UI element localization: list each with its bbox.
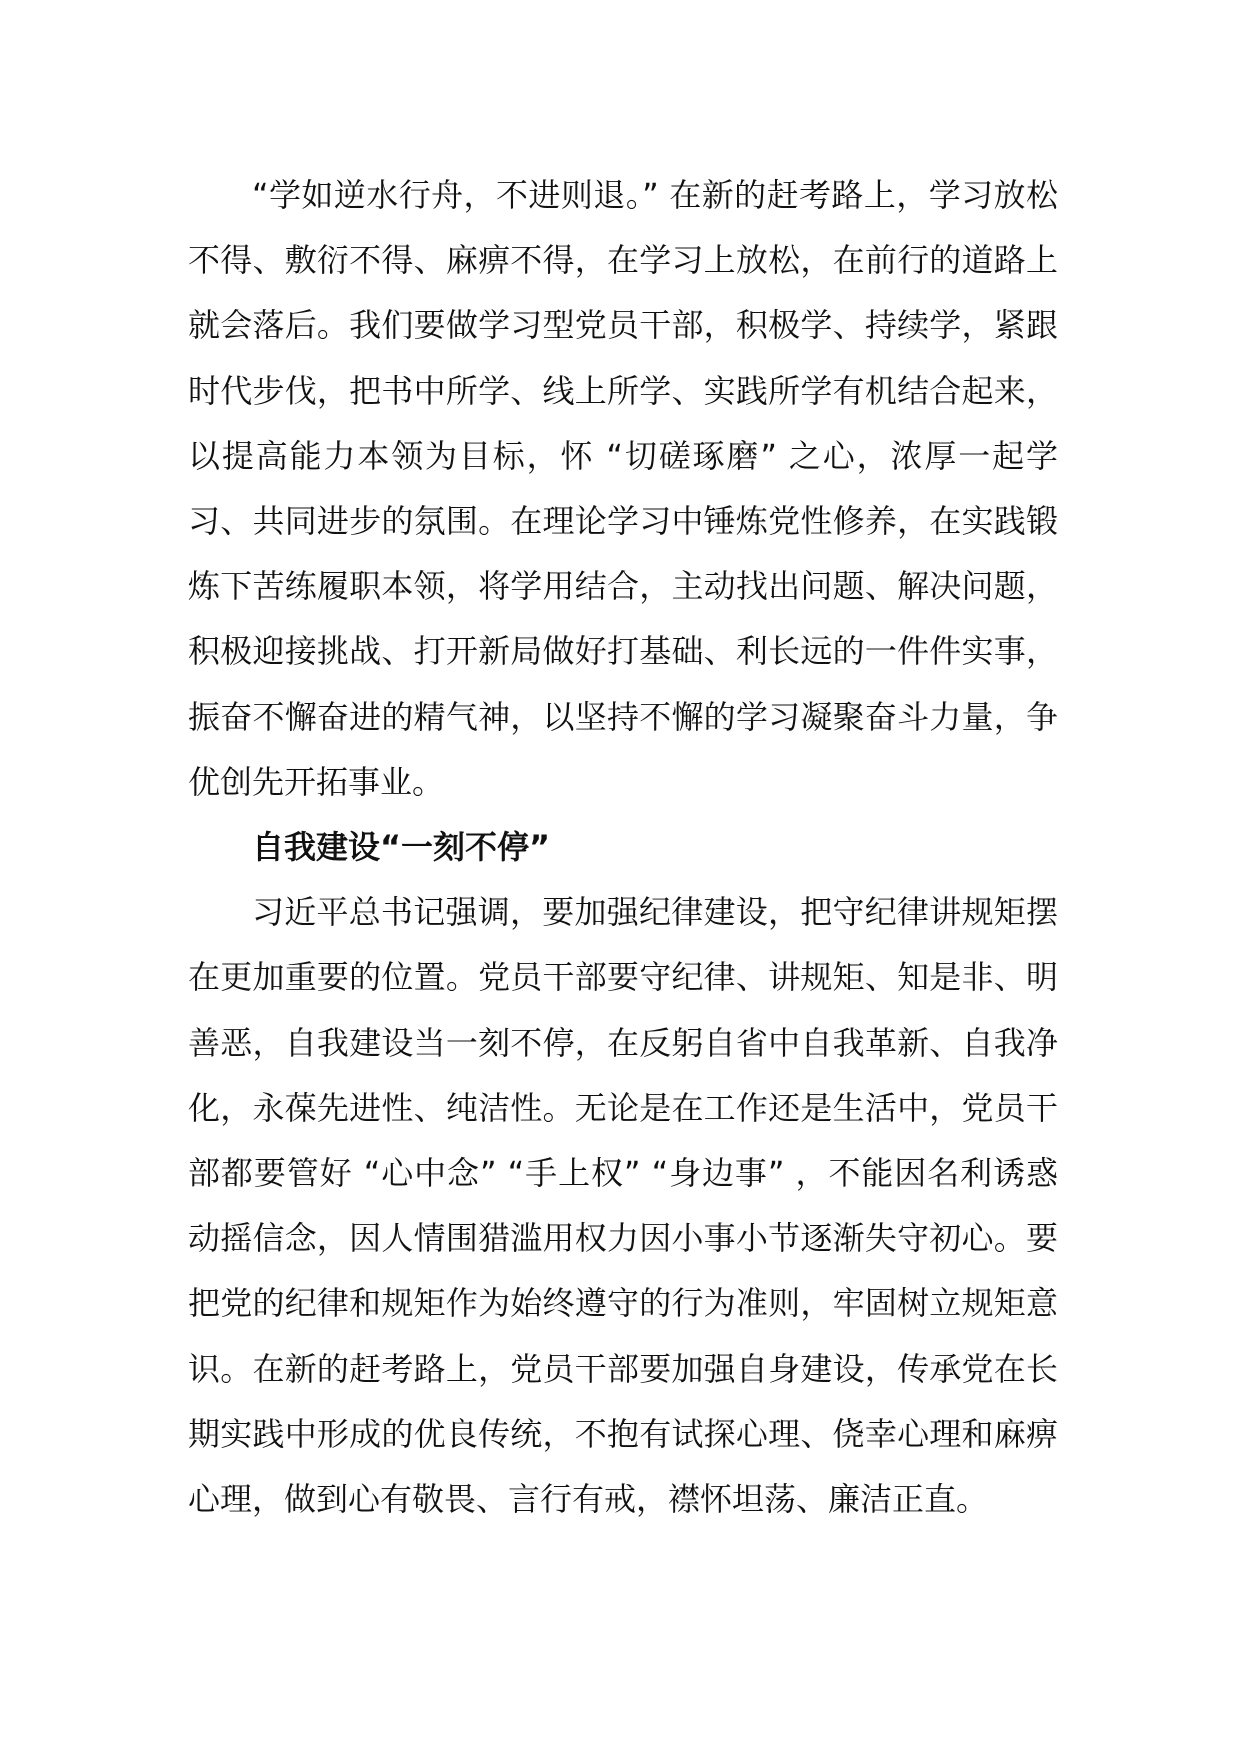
paragraph-study: “学如逆水行舟，不进则退。” 在新的赶考路上，学习放松不得、敷衍不得、麻痹不得，在学习上放松，在前行的道路上就会落后。我们要做学习型党员干部，积极学、持续学，紧跟时代步伐，把书中所学、线上所学、实践所学有机结合起来，以提高能力本领为目标，怀 “切磋琢磨” 之心，浓厚一起学习、共同进步的氛围。在理论学习中锤炼党性修养，在实践锻炼下苦练履职本领，将学用结合，主动找出问题、解决问题，积极迎接挑战、打开新局做好打基础、利长远的一件件实事，振奋不懈奋进的精气神，以坚持不懈的学习凝聚奋斗力量，争优创先开拓事业。 <box>188 176 1058 801</box>
section-heading: 自我建设“一刻不停” <box>252 828 551 867</box>
paragraph-self-building: 习近平总书记强调，要加强纪律建设，把守纪律讲规矩摆在更加重要的位置。党员干部要守纪律、讲规矩、知是非、明善恶，自我建设当一刻不停，在反躬自省中自我革新、自我净化，永葆先进性、纯洁性。无论是在工作还是生活中，党员干部都要管好 “心中念” “手上权” “身边事” ，不能因名利诱惑动摇信念，因人情围猎滥用权力因小事小节逐渐失守初心。要把党的纪律和规矩作为始终遵守的行为准则，牢固树立规矩意识。在新的赶考路上，党员干部要加强自身建设，传承党在长期实践中形成的优良传统，不抱有试探心理、侥幸心理和麻痹心理，做到心有敬畏、言行有戒，襟怀坦荡、廉洁正直。 <box>188 893 1058 1519</box>
document-body <box>188 163 1058 1532</box>
